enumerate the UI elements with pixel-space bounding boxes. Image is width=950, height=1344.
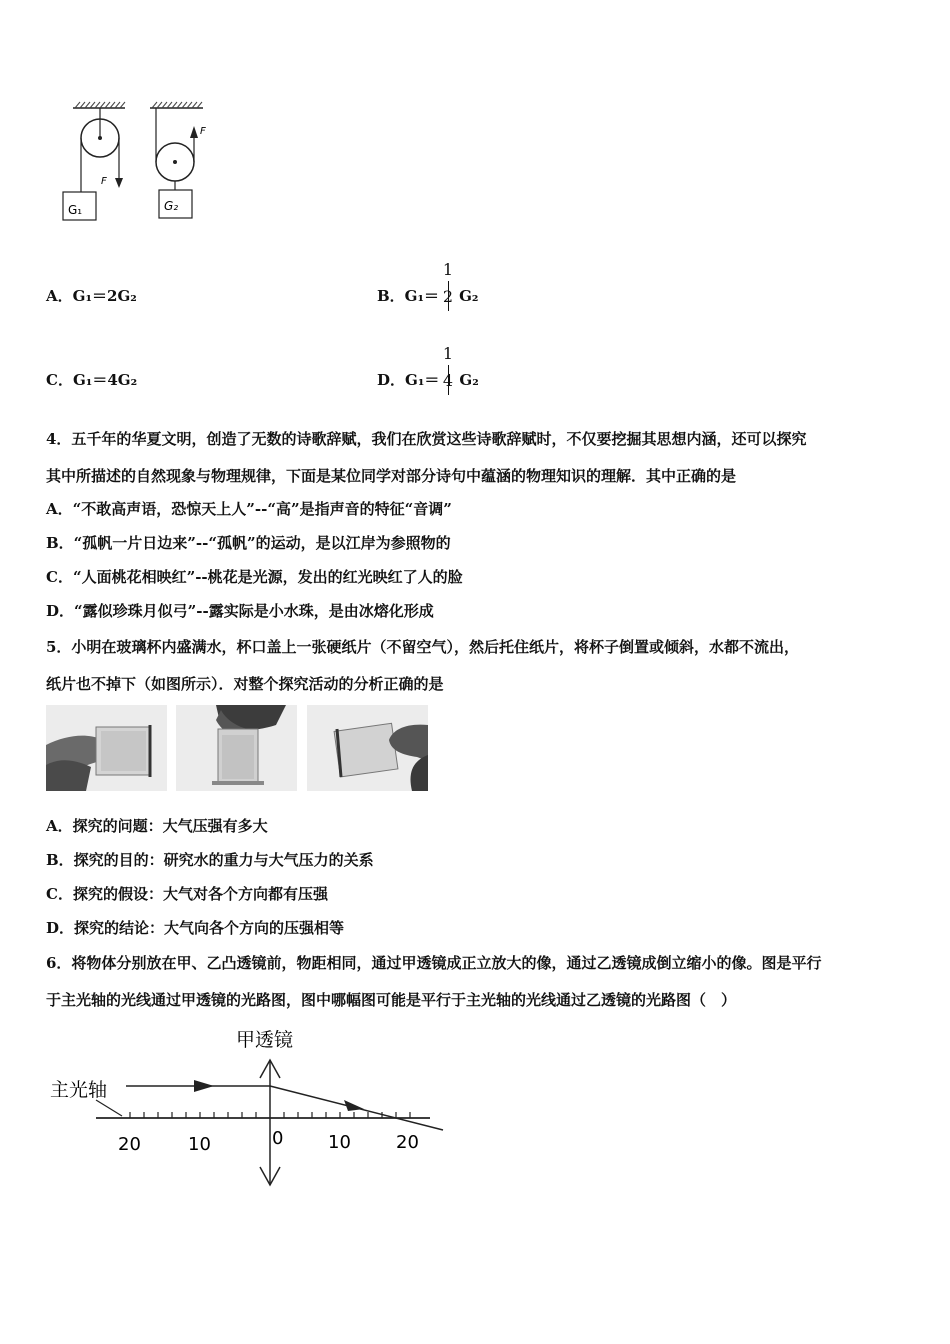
q5-option-c: C．探究的假设：大气对各个方向都有压强 [46,885,328,903]
principal-axis-label: 主光轴 [50,1079,108,1101]
q4-stem-line2: 其中所描述的自然现象与物理规律，下面是某位同学对部分诗句中蕴涵的物理知识的理解．其中正确的是 [46,467,737,485]
q4-stem-line1: 4．五千年的华夏文明，创造了无数的诗歌辞赋，我们在欣赏这些诗歌辞赋时，不仅要挖掘其思想内涵，还可以探究 [46,430,807,448]
q3-option-b-prefix: B．G₁＝ [377,287,440,305]
q3-option-d [377,370,479,390]
q3-option-b-numerator: 1 [442,260,454,279]
q4-option-d: D．“露似珍珠月似弓”--露实际是小水珠，是由冰熔化形成 [46,602,434,620]
q5-option-b: B．探究的目的：研究水的重力与大气压力的关系 [46,851,374,869]
g2-label: G₂ [164,199,179,213]
lens-ray-diagram [48,1020,448,1195]
photo-cup-tilted-right [307,705,428,791]
force-label-left: F [101,176,107,187]
pulley-figure [55,100,220,225]
q3-option-d-prefix: D．G₁＝ [377,371,440,389]
q4-option-a: A．“不敢高声语，恐惊天上人”--“高”是指声音的特征“音调” [46,500,452,518]
tick-label-0: 0 [272,1128,284,1149]
q5-stem-line1: 5．小明在玻璃杯内盛满水，杯口盖上一张硬纸片（不留空气），然后托住纸片，将杯子倒置或倾斜，水都不流出， [46,638,799,656]
q4-option-c: C．“人面桃花相映红”--桃花是光源，发出的红光映红了人的脸 [46,568,463,586]
q5-option-a: A．探究的问题：大气压强有多大 [46,817,268,835]
q3-option-c: C．G₁＝4G₂ [46,371,138,389]
q5-option-d: D．探究的结论：大气向各个方向的压强相等 [46,919,345,937]
tick-label-neg10: 10 [188,1134,211,1155]
g1-label: G₁ [68,203,83,217]
q3-option-d-denominator: 4 [442,371,454,390]
q3-option-a: A．G₁＝2G₂ [46,287,137,305]
photo-cup-tilted-left [46,705,167,791]
q3-option-b-suffix: G₂ [459,287,479,305]
q3-option-d-numerator: 1 [442,344,454,363]
q6-stem-line2: 于主光轴的光线通过甲透镜的光路图，图中哪幅图可能是平行于主光轴的光线通过乙透镜的光路图（ ） [46,991,737,1009]
q5-stem-line2: 纸片也不掉下（如图所示）．对整个探究活动的分析正确的是 [46,675,444,693]
lens-label: 甲透镜 [236,1029,294,1051]
q4-option-b: B．“孤帆一片日边来”--“孤帆”的运动，是以江岸为参照物的 [46,534,451,552]
q3-option-d-suffix: G₂ [459,371,479,389]
q3-option-b [377,286,478,306]
tick-label-neg20: 20 [118,1134,141,1155]
q6-stem-line1: 6．将物体分别放在甲、乙凸透镜前，物距相同，通过甲透镜成正立放大的像，通过乙透镜成倒立缩小的像。图是平行 [46,954,822,972]
q3-option-b-denominator: 2 [442,287,454,306]
tick-label-20: 20 [396,1132,419,1153]
force-label-right: F [200,126,206,137]
tick-label-10: 10 [328,1132,351,1153]
photo-cup-inverted [176,705,297,791]
